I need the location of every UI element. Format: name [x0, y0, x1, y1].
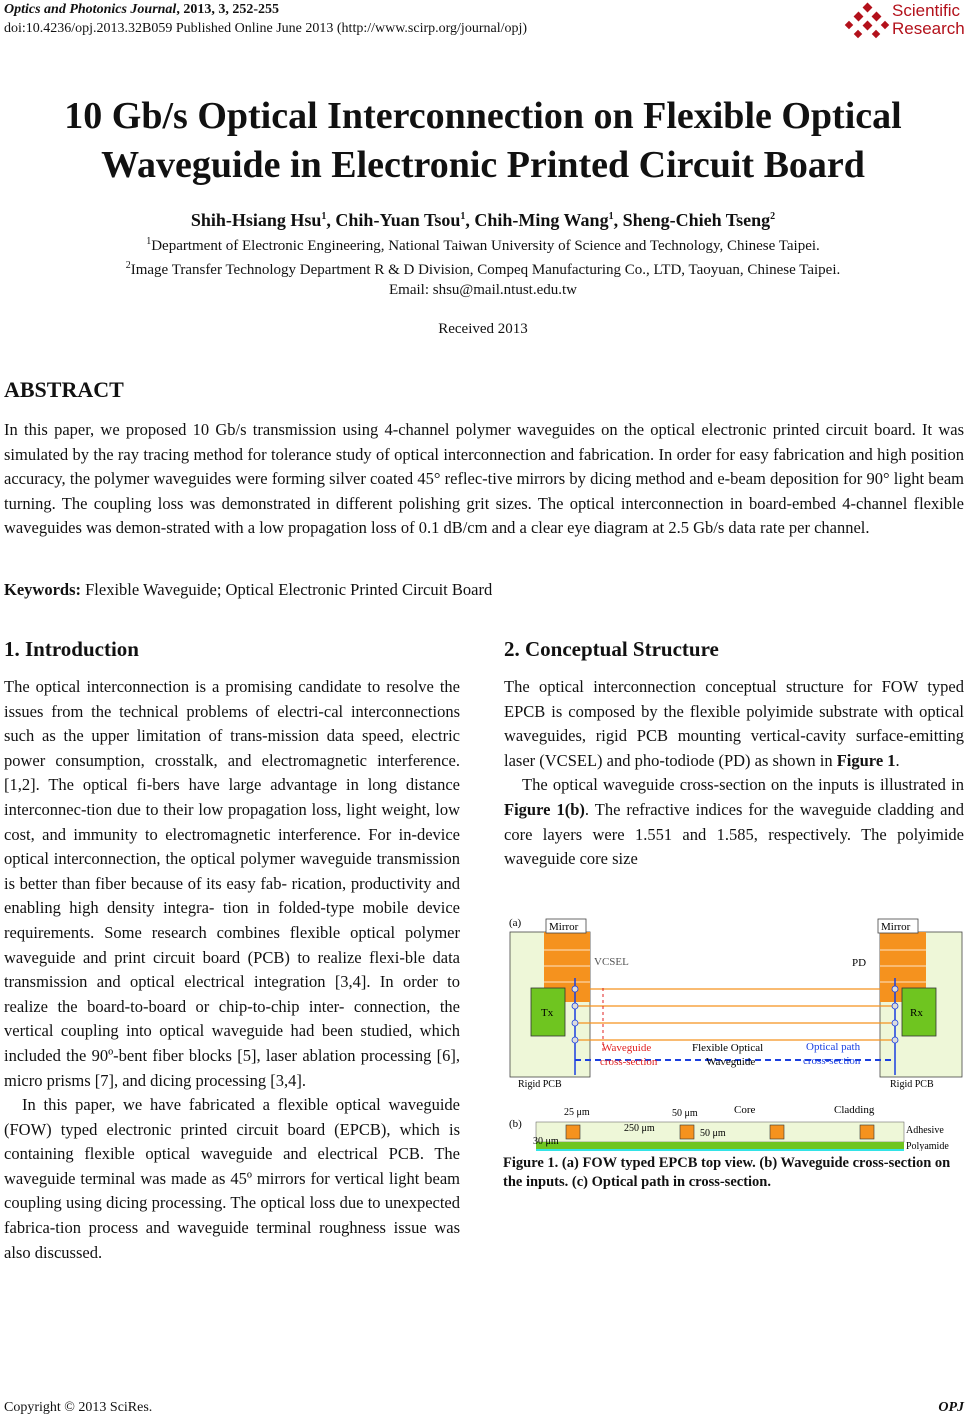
dim-25um: 25 μm	[564, 1107, 590, 1118]
journal-header	[4, 2, 279, 18]
text-run: . The refractive indices for the waveguide cladding and core layers were 1.551 and 1.585, respectively. The polyimide waveguide core size	[504, 799, 965, 869]
cladding-label: Cladding	[834, 1104, 875, 1116]
title-line-2: Waveguide in Electronic Printed Circuit Board	[101, 144, 865, 186]
rx-label: Rx	[910, 1007, 923, 1019]
panel-label-a: (a)	[509, 917, 522, 929]
abstract-text: In this paper, we proposed 10 Gb/s transmission using 4-channel polymer waveguides on the optical electronic printed circuit board. It was simulated by the ray tracing method for tolerance study of optical interconnection and fabrication. In order for easy fabrication and high position accuracy, the polymer waveguides were forming silver coated 45° reflec-tive mirrors by dicing method and e-beam deposition for 90° light beam turning. The coupling loss was demonstrated in different polishing grit sizes. The optical interconnection in board-embed 4-channel flexible waveguides was demon-strated with a low propagation loss of 0.1 dB/cm and a clear eye diagram at 2.5 Gb/s data rate per channel.	[4, 420, 964, 538]
rigid-pcb-label-right: Rigid PCB	[890, 1079, 934, 1090]
copyright: Copyright © 2013 SciRes.	[4, 1400, 153, 1415]
logo-line-1: Scientific	[892, 1, 961, 20]
flexible-label-2: Waveguide	[706, 1056, 756, 1068]
abstract-heading: ABSTRACT	[4, 377, 124, 402]
paragraph: In this paper, we have fabricated a flexible optical waveguide (FOW) typed electronic printed circuit board (EPCB), which is containing flexible optical waveguide and electrical PCB. The waveguide terminal was made as 45º mirrors for vertical light beam coupling using dicing processing. The optical loss due to unexpected fabrica-tion process and waveguide terminal roughness issue was also discussed.	[4, 1095, 460, 1262]
tx-label: Tx	[541, 1007, 554, 1019]
doi-line: doi:10.4236/opj.2013.32B059 Published Online June 2013 (http://www.scirp.org/journal/opj)	[4, 21, 528, 36]
figure-1a	[509, 917, 962, 1090]
paragraph: The optical interconnection is a promising candidate to resolve the issues from the technical problems of electri-cal interconnections such as the upper limitation of trans-mission data speed, electric power consumption, crosstalk, and electromagnetic interference. [1,2]. The optical fi-bers have large advantage in long distance interconnec-tion due to their low propagation loss, light weight, low cost, and immunity to electromagnetic interference. For in-device optical interconnection, the optical polymer waveguide transmission is better than fiber because of its easy fab- rication, productivity and enabling high density integra- tion in folded-type mobile device requirements. Some research combines flexible optical polymer waveguide and print circuit board (PCB) to realize flexi-ble data transmission and optical electrical integration [3,4]. In order to realize the board-to-board or chip-to-chip inter- connection, the vertical coupling into optical waveguide had been studied, which included the 90º-bent fiber blocks [5], laser ablation processing [6], micro prisms [7], and dicing processing [3,4].	[4, 677, 460, 1090]
text-run: The optical waveguide cross-section on the inputs is illustrated in	[522, 775, 964, 795]
logo-line-2: Research	[892, 19, 965, 38]
publisher-logo-mark	[844, 2, 890, 42]
author-email: Email: shsu@mail.ntust.edu.tw	[389, 282, 577, 298]
keywords	[4, 580, 492, 600]
optical-path-label-2: cross-section	[803, 1055, 861, 1067]
journal-abbreviation: OPJ	[938, 1400, 964, 1415]
affiliation-sup: 2	[125, 260, 131, 271]
keywords-text: Flexible Waveguide; Optical Electronic Printed Circuit Board	[85, 580, 493, 599]
keywords-label: Keywords:	[4, 580, 81, 599]
mirror-label-right: Mirror	[881, 921, 911, 933]
received-date: Received 2013	[438, 321, 528, 337]
paragraph	[504, 773, 964, 871]
polyimide-layer	[536, 1149, 904, 1151]
author-sup: 1	[608, 211, 614, 222]
polyamide-label: Polyamide	[906, 1141, 949, 1151]
author-name: Shih-Hsiang Hsu	[190, 210, 322, 230]
dim-250um: 250 μm	[624, 1123, 655, 1134]
text-run: .	[895, 750, 900, 770]
dim-50um: 50 μm	[672, 1108, 698, 1119]
mirror-label-left: Mirror	[549, 921, 579, 933]
dim-30um: 30 μm	[533, 1136, 559, 1147]
author-sup: 1	[460, 211, 466, 222]
conceptual-structure-body	[504, 675, 964, 872]
author-sup: 1	[321, 211, 327, 222]
author-name: Chih-Yuan Tsou	[335, 210, 461, 230]
paper-title	[0, 92, 966, 190]
adhesive-label: Adhesive	[906, 1125, 944, 1136]
figure-1b	[500, 1085, 966, 1151]
section-heading-introduction: 1. Introduction	[4, 637, 139, 661]
pd-label: PD	[852, 957, 867, 969]
affiliation	[0, 236, 966, 255]
waveguide-cs-label-2: cross-section	[600, 1056, 658, 1068]
title-line-1: 10 Gb/s Optical Interconnection on Flexible Optical	[64, 95, 902, 137]
dim-50um-b: 50 μm	[700, 1128, 726, 1139]
affiliation	[0, 260, 966, 279]
publisher-logo-text	[892, 2, 965, 38]
journal-volume: , 2013, 3, 252-255	[176, 2, 279, 17]
panel-label-b: (b)	[509, 1118, 522, 1130]
author-sup: 2	[770, 211, 776, 222]
rigid-pcb-label-left: Rigid PCB	[518, 1079, 562, 1090]
adhesive-layer	[536, 1142, 904, 1149]
core-label: Core	[734, 1104, 756, 1116]
figure-caption: Figure 1. (a) FOW typed EPCB top view. (b) Waveguide cross-section on the inputs. (c) Optical path in cross-section.	[503, 1155, 951, 1190]
optical-path-label-1: Optical path	[806, 1041, 861, 1053]
section-heading-conceptual-structure: 2. Conceptual Structure	[504, 637, 719, 661]
affiliation-text: Image Transfer Technology Department R & D Division, Compeq Manufacturing Co., LTD, Taoyuan, Chinese Taipei.	[130, 262, 841, 278]
author-list: Shih-Hsiang Hsu$^1$, Chih-Yuan Tsou$^1$, Chih-Ming Wang$^1$, Sheng-Chieh Tseng$^2$	[190, 210, 776, 230]
vcsel-label: VCSEL	[594, 956, 629, 968]
journal-name: Optics and Photonics Journal	[4, 2, 177, 17]
figure-reference[interactable]: Figure 1	[836, 750, 896, 770]
introduction-body	[4, 675, 460, 1265]
flexible-label-1: Flexible Optical	[692, 1042, 764, 1054]
text-run: The optical interconnection conceptual structure for FOW typed EPCB is composed by the flexible polyimide substrate with optical waveguides, rigid PCB mounting vertical-cavity surface-emitting laser (VCSEL) and pho-todiode (PD) as shown in	[504, 677, 964, 770]
paragraph	[504, 675, 964, 773]
affiliation-sup: 1	[146, 236, 152, 247]
figure-reference[interactable]: Figure 1(b)	[504, 799, 585, 819]
affiliation-text: Department of Electronic Engineering, National Taiwan University of Science and Technology, Chinese Taipei.	[151, 238, 820, 254]
waveguide-cs-label-1: Waveguide	[602, 1042, 652, 1054]
publisher-logo	[844, 1, 965, 42]
author-name: Chih-Ming Wang	[474, 210, 609, 230]
author-name: Sheng-Chieh Tseng	[622, 210, 771, 230]
